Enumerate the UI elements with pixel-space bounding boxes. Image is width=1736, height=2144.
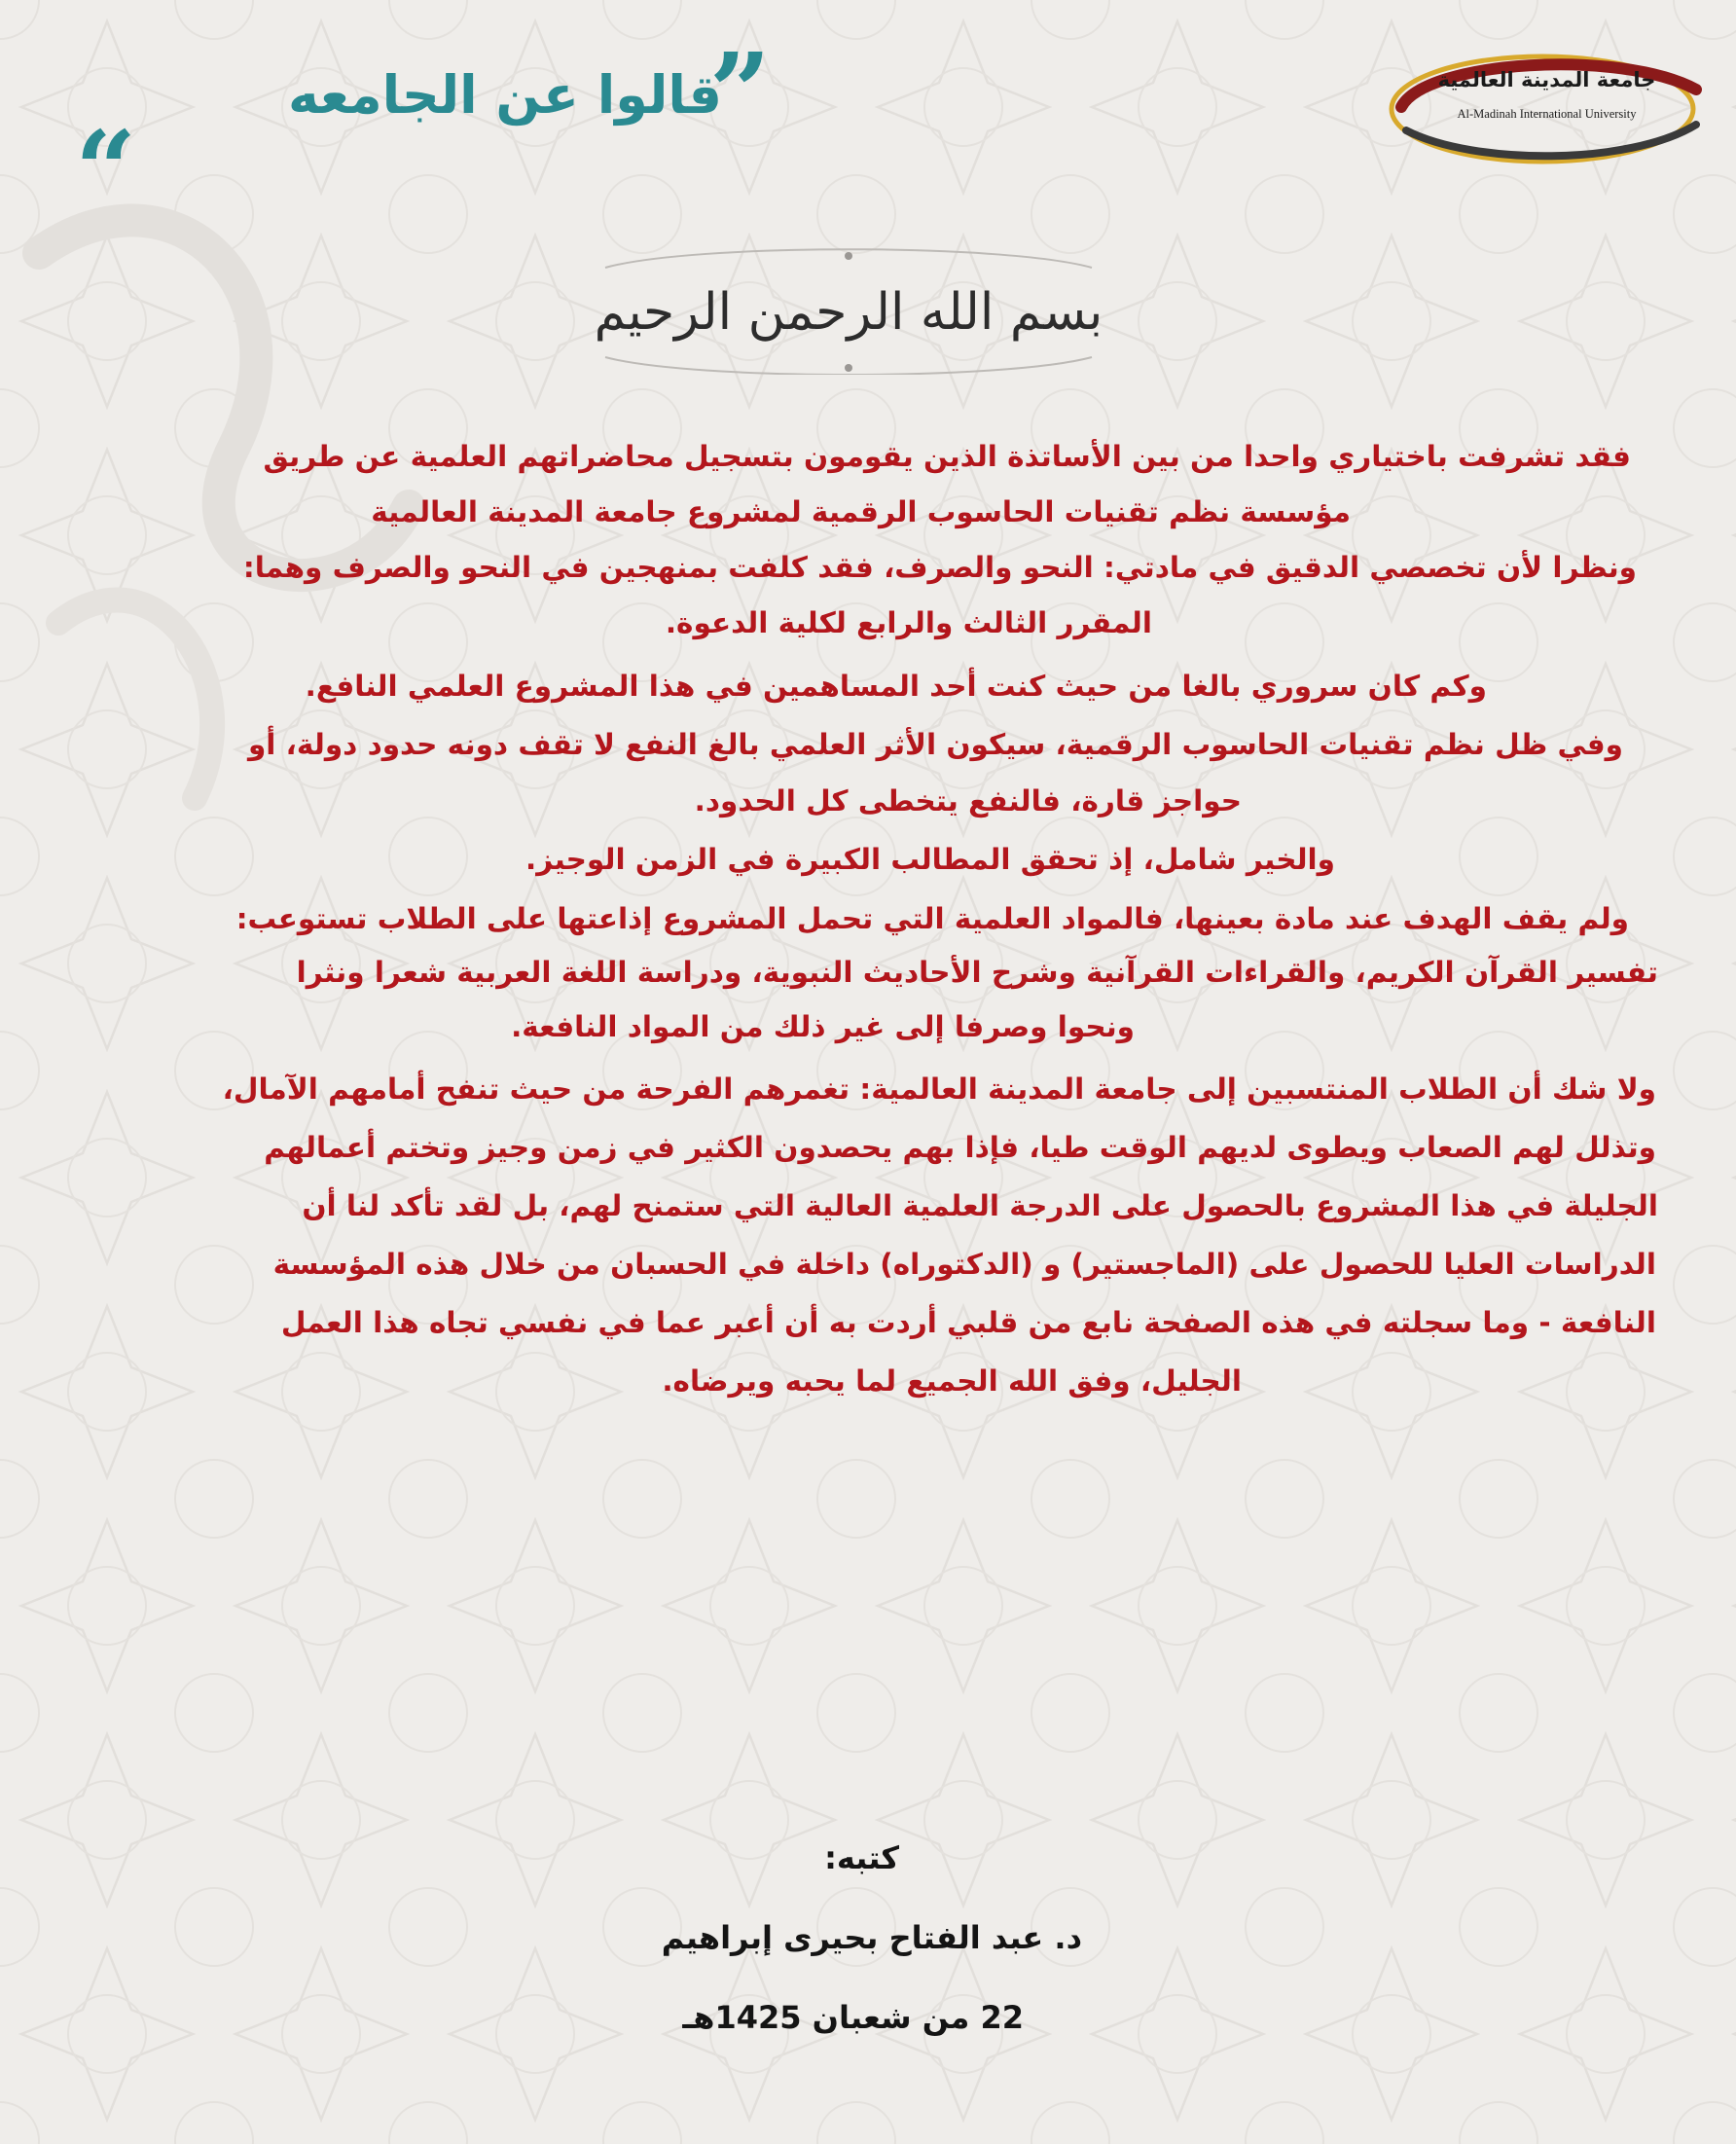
basmala-text: بسم الله الرحمن الرحيم [594,283,1103,342]
quote-open-icon: ” [708,29,771,155]
signature-label: كتبه: [824,1839,899,1876]
body-line: ولم يقف الهدف عند مادة بعينها، فالمواد العلمية التي تحمل المشروع إذاعتها على الطلاب تستوعب: [235,902,1629,935]
body-line: فقد تشرفت باختياري واحدا من بين الأساتذة الذين يقومون بتسجيل محاضراتهم العلمية عن طريق [263,440,1631,473]
body-line: المقرر الثالث والرابع لكلية الدعوة. [665,606,1152,639]
university-logo [1387,51,1713,167]
body-line: تفسير القرآن الكريم، والقراءات القرآنية وشرح الأحاديث النبوية، ودراسة اللغة العربية شعرا ونثرا [296,956,1658,989]
body-line: وفي ظل نظم تقنيات الحاسوب الرقمية، سيكون الأثر العلمي بالغ النفع لا تقف دونه حدود دولة، أو [247,728,1623,761]
body-line: وكم كان سروري بالغا من حيث كنت أحد المساهمين في هذا المشروع العلمي النافع. [305,670,1487,703]
signature-name: د. عبد الفتاح بحيرى إبراهيم [661,1919,1082,1956]
signature-date: 22 من شعبان 1425هـ [682,1999,1024,2036]
body-line: ولا شك أن الطلاب المنتسبين إلى جامعة المدينة العالمية: تغمرهم الفرحة من حيث تنفح أمامهم الآمال، [222,1072,1656,1106]
page-heading [70,29,771,233]
body-line: النافعة - وما سجلته في هذه الصفحة نابع من قلبي أردت به أن أعبر عما في نفسي تجاه هذا العمل [280,1306,1656,1339]
quote-close-icon: “ [75,107,137,233]
page-title: قالوا عن الجامعه [287,64,722,126]
body-line: ونحوا وصرفا إلى غير ذلك من المواد النافعة. [511,1010,1135,1043]
body-line: حواجز قارة، فالنفع يتخطى كل الحدود. [694,784,1242,818]
body-line: الجليل، وفق الله الجميع لما يحبه ويرضاه. [662,1364,1242,1398]
body-line: والخير شامل، إذ تحقق المطالب الكبيرة في الزمن الوجيز. [525,843,1335,876]
logo-arabic-text: جامعة المدينة العالمية [1437,68,1656,91]
logo-english-text: Al-Madinah International University [1457,107,1637,121]
body-line: الدراسات العليا للحصول على (الماجستير) و (الدكتوراه) داخلة في الحسبان من خلال هذه المؤسسة [272,1248,1656,1281]
body-line: وتذلل لهم الصعاب ويطوى لديهم الوقت طيا، فإذا بهم يحصدون الكثير في زمن وجيز وتختم أعمالهم [264,1131,1656,1164]
basmala [576,248,1121,375]
body-line: ونظرا لأن تخصصي الدقيق في مادتي: النحو والصرف، فقد كلفت بمنهجين في النحو والصرف وهما: [242,551,1637,584]
body-line: مؤسسة نظم تقنيات الحاسوب الرقمية لمشروع جامعة المدينة العالمية [371,495,1351,528]
body-line: الجليلة في هذا المشروع بالحصول على الدرجة العلمية العالية التي ستمنح لهم، بل لقد تأكد لنا أن [302,1189,1658,1222]
